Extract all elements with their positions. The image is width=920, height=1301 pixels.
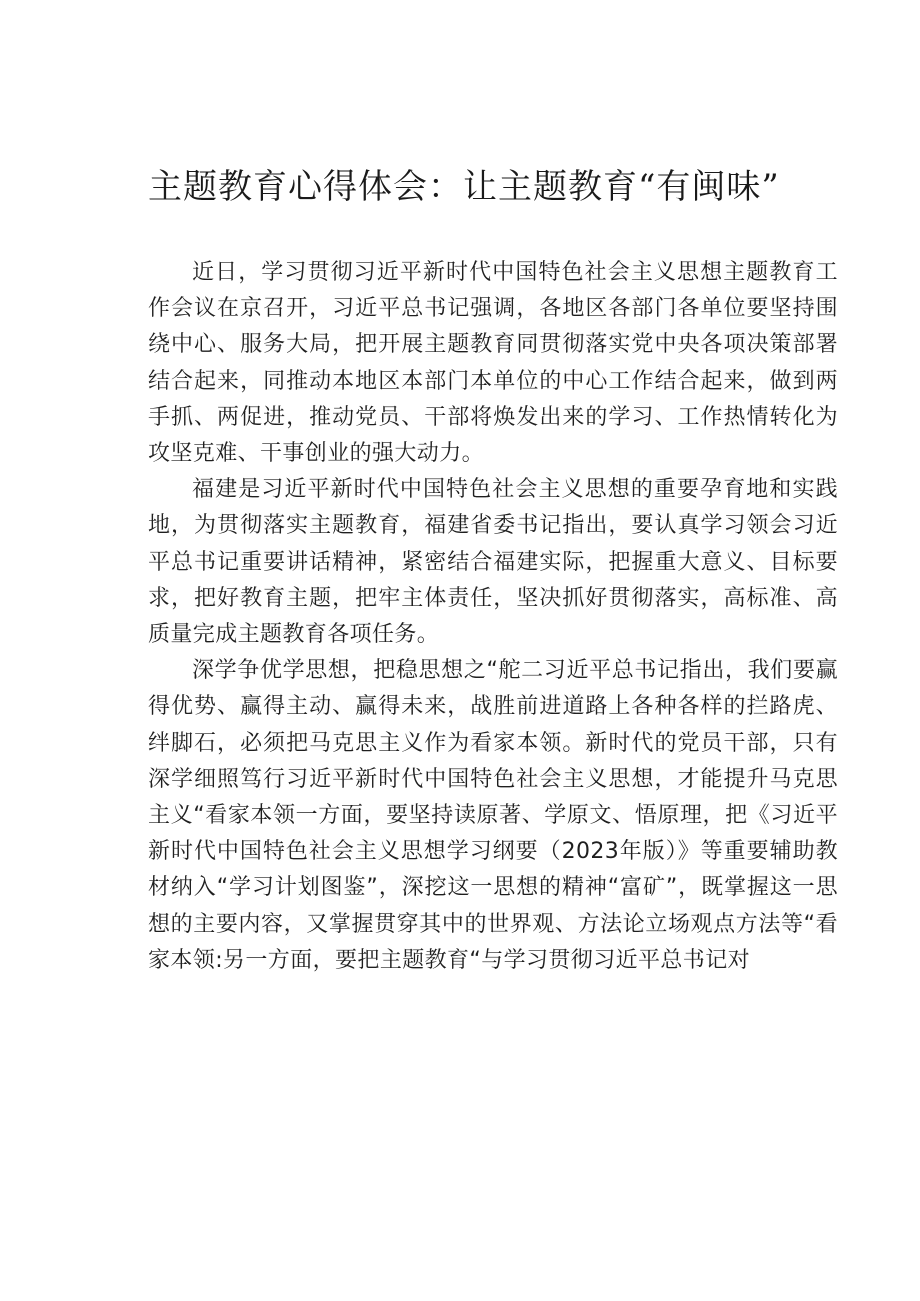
- paragraph-1: 近日，学习贯彻习近平新时代中国特色社会主义思想主题教育工作会议在京召开，习近平总书记强调，各地区各部门各单位要坚持围绕中心、服务大局，把开展主题教育同贯彻落实党中央各项决策部署结合起来，同推动本地区本部门本单位的中心工作结合起来，做到两手抓、两促进，推动党员、干部将焕发出来的学习、工作热情转化为攻坚克难、干事创业的强大动力。: [148, 260, 838, 467]
- document-body: [148, 255, 838, 979]
- paragraph-2: 福建是习近平新时代中国特色社会主义思想的重要孕育地和实践地，为贯彻落实主题教育，福建省委书记指出，要认真学习领会习近平总书记重要讲话精神，紧密结合福建实际，把握重大意义、目标要求，把好教育主题，把牢主体责任，坚决抓好贯彻落实，高标准、高质量完成主题教育各项任务。: [148, 477, 838, 648]
- document-title: 主题教育心得体会：让主题教育“有闽味”: [148, 167, 780, 207]
- paragraph-3: 深学争优学思想，把稳思想之“舵二习近平总书记指出，我们要赢得优势、赢得主动、赢得未来，战胜前进道路上各种各样的拦路虎、绊脚石，必须把马克思主义作为看家本领。新时代的党员干部，只有深学细照笃行习近平新时代中国特色社会主义思想，才能提升马克思主义“看家本领一方面，要坚持读原著、学原文、悟原理，把《习近平新时代中国特色社会主义思想学习纲要（2023年版）》等重要辅助教材纳入“学习计划图鉴”，深挖这一思想的精神“富矿”，既掌握这一思想的主要内容，又掌握贯穿其中的世界观、方法论立场观点方法等“看家本领:另一方面，要把主题教育“与学习贯彻习近平总书记对: [148, 658, 838, 973]
